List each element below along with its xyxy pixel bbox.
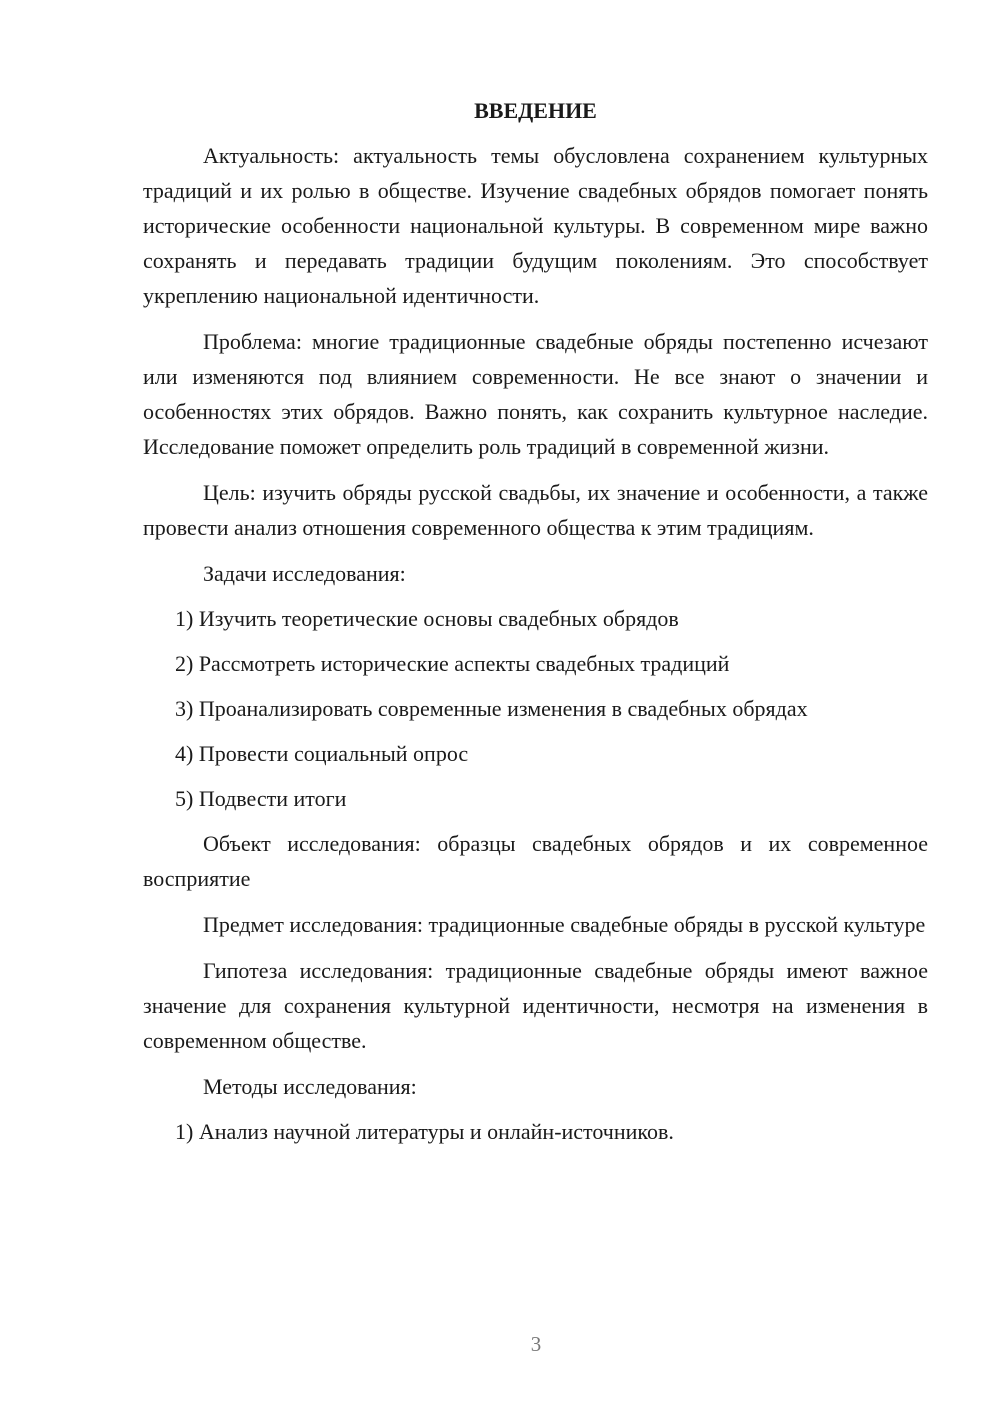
list-item: 1) Изучить теоретические основы свадебных обрядов [175, 606, 679, 631]
page-number: 3 [530, 1332, 542, 1356]
paragraph-goal: Цель: изучить обряды русской свадьбы, их значение и особенности, а также провести анализ отношения современного общества к этим традициям. [143, 480, 928, 540]
paragraph-hypothesis: Гипотеза исследования: традиционные свадебные обряды имеют важное значение для сохранения культурной идентичности, несмотря на изменения в современном обществе. [143, 958, 928, 1053]
section-title: ВВЕДЕНИЕ [474, 98, 597, 123]
paragraph-problem: Проблема: многие традиционные свадебные обряды постепенно исчезают или изменяются под влиянием современности. Не все знают о значении и особенностях этих обрядов. Важно понять, как сохранить культурное наследие. Исследование поможет определить роль традиций в современной жизни. [143, 329, 928, 459]
methods-list [143, 1114, 928, 1149]
tasks-heading: Задачи исследования: [203, 561, 406, 586]
tasks-list [143, 601, 928, 816]
list-item: 2) Рассмотреть исторические аспекты свадебных традиций [175, 651, 730, 676]
list-item: 4) Провести социальный опрос [175, 741, 469, 766]
paragraph-object: Объект исследования: образцы свадебных обрядов и их современное восприятие [143, 831, 928, 891]
paragraph-subject: Предмет исследования: традиционные свадебные обряды в русской культуре [203, 912, 926, 937]
list-item: 1) Анализ научной литературы и онлайн-источников. [175, 1119, 674, 1144]
list-item: 5) Подвести итоги [175, 786, 347, 811]
methods-heading: Методы исследования: [203, 1074, 417, 1099]
document-page [143, 96, 928, 1159]
paragraph-relevance: Актуальность: актуальность темы обусловлена сохранением культурных традиций и их ролью в обществе. Изучение свадебных обрядов помогает понять исторические особенности национальной культуры. В современном мире важно сохранять и передавать традиции будущим поколениям. Это способствует укреплению национальной идентичности. [143, 143, 928, 308]
list-item: 3) Проанализировать современные изменения в свадебных обрядах [175, 696, 808, 721]
